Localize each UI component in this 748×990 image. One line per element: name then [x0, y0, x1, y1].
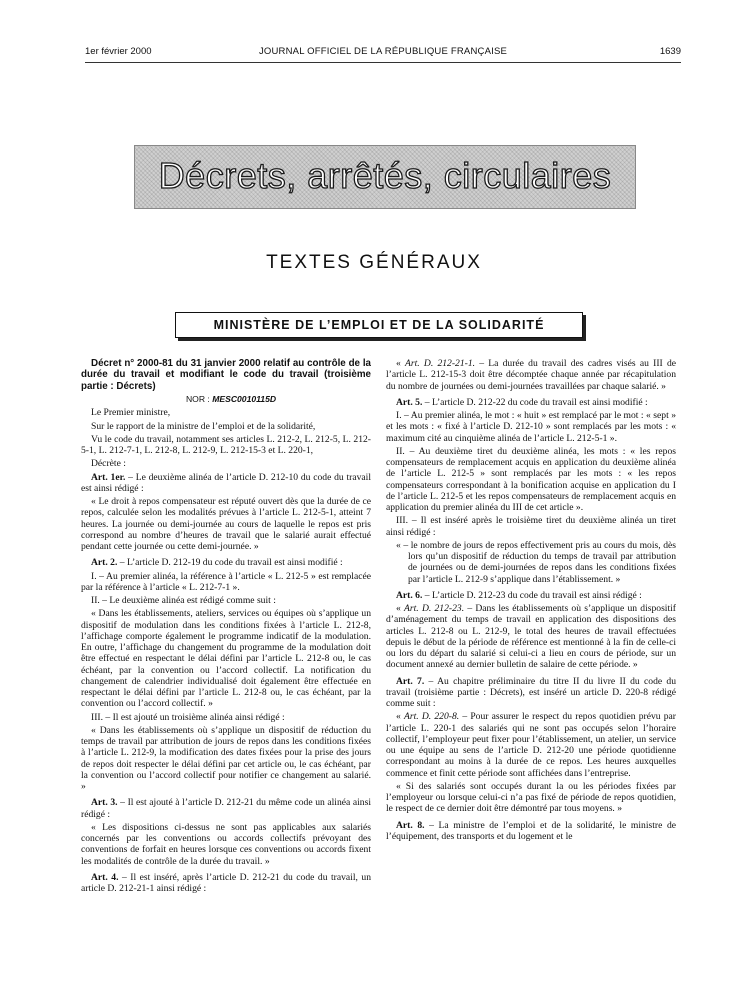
quote: « Art. D. 212-23. – Dans les établissements où s’applique un dispositif d’aménagement du temps de travail en application des dispositions des articles L. 212-8 ou L. 212-9, le total des heures de travail effectuées depuis le début de la période de référence est mentionné à la fin de celle-ci ou lors du départ du salarié si celui-ci a lieu en cours de période, sur un document annexé au dernier bulletin de salaire de cette période. »	[386, 603, 676, 671]
article-6: Art. 6. – L’article D. 212-23 du code du travail est ainsi rédigé :	[396, 589, 642, 601]
article-5: Art. 5. – L’article D. 212-22 du code du travail est ainsi modifié :	[396, 396, 648, 408]
paragraph: Sur le rapport de la ministre de l’emploi et de la solidarité,	[91, 420, 316, 432]
quote: « Dans les établissements où s’applique un dispositif de réduction du temps de travail par attribution de jours de repos dans les conditions fixées à l’article L. 212-9, la modification des dates fixées pour la prise des jours de repos doit respecter le délai défini par cet article ou, le cas échéant, par la convention ou l’accord collectif pour notifier ce changement au salarié. »	[81, 724, 371, 793]
nor-reference: NOR : MESC0010115D	[185, 394, 277, 405]
running-header	[85, 46, 681, 60]
paragraph: I. – Au premier alinéa, le mot : « huit » est remplacé par le mot : « sept » et les mots : « fixé à l’article D. 212-10 » sont remplacés par les mots : « maximum cité au cinquième alinéa de l’article L. 212-5-1 ».	[386, 410, 676, 444]
section-title: TEXTES GÉNÉRAUX	[266, 252, 482, 273]
quote: « Si des salariés sont occupés durant la ou les périodes fixées par l’employeur ou lorsque celui-ci n’a pas fixé de période de repos quotidien, le respect de ce dernier doit être démontré par tous moyens. »	[386, 780, 676, 815]
banner-title: Décrets, arrêtés, circulaires	[158, 155, 612, 196]
article-2: Art. 2. – L’article D. 212-19 du code du travail est ainsi modifié :	[91, 557, 343, 569]
paragraph: III. – Il est ajouté un troisième alinéa ainsi rédigé :	[91, 711, 285, 723]
right-column	[386, 358, 676, 844]
decrete-line: Décrète :	[91, 458, 126, 470]
paragraph: II. – Au deuxième tiret du deuxième alinéa, les mots : « les repos compensateurs de remplacement acquis en application du deuxième alinéa de l’article L. 212-5 » sont remplacés par les mots : « les repos compensateurs correspondant à la bonification acquise en application du I de l’article L. 212-5 et les repos compensateurs de remplacement acquis en application du premier alinéa du III de cet article ».	[386, 445, 676, 513]
quote: « Dans les établissements, ateliers, services ou équipes où s’applique un dispositif de modulation dans les conditions fixées à l’article L. 212-8, l’affichage comporte également le programme indicatif de la modulation. En outre, l’affichage du changement du programme de la modulation doit être effectué en respectant le délai défini par l’article L. 212-8 ou, le cas échéant, par la convention ou l’accord collectif. La notification du changement de calendrier individualisé doit également être effectuée en respectant le délai défini par l’article L. 212-8 ou, le cas échéant, par la convention ou l’accord collectif. »	[81, 608, 371, 710]
left-column	[81, 358, 371, 896]
article-1: Art. 1er. – Le deuxième alinéa de l’article D. 212-10 du code du travail est ainsi rédigé :	[81, 471, 371, 494]
header-journal-title: JOURNAL OFFICIEL DE LA RÉPUBLIQUE FRANÇAISE	[258, 46, 508, 57]
paragraph: II. – Le deuxième alinéa est rédigé comme suit :	[91, 595, 276, 607]
paragraph: Vu le code du travail, notamment ses articles L. 212-2, L. 212-5, L. 212-5-1, L. 212-7-1, L. 212-8, L. 212-9, L. 212-15-3 et L. 220-1,	[81, 433, 371, 457]
quote: « Art. D. 220-8. – Pour assurer le respect du repos quotidien prévu par l’article L. 220-1 des salariés qui ne sont pas occupés selon l’horaire collectif, l’employeur peut fixer pour l’établissement, un atelier, un service ou une équipe au sens de l’article D. 212-20 une période quotidienne correspondant au moins à la durée de ce repos. Les heures auxquelles commence et finit cette période sont affichées dans l’entreprise.	[386, 711, 676, 779]
paragraph: III. – Il est inséré après le troisième tiret du deuxième alinéa un tiret ainsi rédigé :	[386, 515, 676, 538]
quote: « Art. D. 212-21-1. – La durée du travail des cadres visés au III de l’article L. 212-15-3 doit être décomptée chaque année par récapitulation du nombre de journées ou demi-journées travaillées par chaque salarié. »	[386, 358, 677, 392]
article-3: Art. 3. – Il est ajouté à l’article D. 212-21 du même code un alinéa ainsi rédigé :	[81, 797, 372, 820]
article-7: Art. 7. – Au chapitre préliminaire du titre II du livre II du code du travail (troisième partie : Décrets), est inséré un article D. 220-8 rédigé comme suit :	[386, 675, 676, 709]
section-banner	[134, 145, 636, 209]
quote: « Les dispositions ci-dessus ne sont pas applicables aux salariés concernés par les conventions ou accords collectifs prévoyant des conventions de forfait en heures lorsque ces conventions ou accords fixent les modalités de contrôle de la durée du travail. »	[81, 821, 371, 867]
quote: « – le nombre de jours de repos effectivement pris au cours du mois, dès lors qu’un dispositif de réduction du temps de travail par attribution de journées ou de demi-journées de repos dans les conditions fixées par l’article L. 212-9 s’applique dans l’établissement. »	[396, 539, 676, 585]
quote: « Le droit à repos compensateur est réputé ouvert dès que la durée de ce repos, calculée selon les modalités prévues à l’article L. 212-5-1, atteint 7 heures. La journée ou demi-journée au cours de laquelle le repos est pris correspond au nombre d’heures de travail que le salarié aurait effectué pendant cette journée ou cette demi-journée. »	[81, 496, 371, 553]
ministry-box: MINISTÈRE DE L’EMPLOI ET DE LA SOLIDARITÉ	[175, 312, 583, 338]
decree-title: Décret n° 2000-81 du 31 janvier 2000 relatif au contrôle de la durée du travail et modifiant le code du travail (troisième partie : Décrets)	[81, 358, 371, 392]
header-rule	[85, 62, 681, 63]
header-date: 1er février 2000	[85, 46, 152, 57]
paragraph: I. – Au premier alinéa, la référence à l’article « L. 212-5 » est remplacée par la référence à l’article « L. 212-7-1 ».	[81, 570, 371, 593]
paragraph: Le Premier ministre,	[91, 407, 171, 419]
header-page-number: 1639	[659, 46, 681, 57]
article-8: Art. 8. – La ministre de l’emploi et de la solidarité, le ministre de l’équipement, des transports et du logement et le	[386, 819, 677, 842]
article-4: Art. 4. – Il est inséré, après l’article D. 212-21 du code du travail, un article D. 212-21-1 ainsi rédigé :	[81, 871, 372, 895]
